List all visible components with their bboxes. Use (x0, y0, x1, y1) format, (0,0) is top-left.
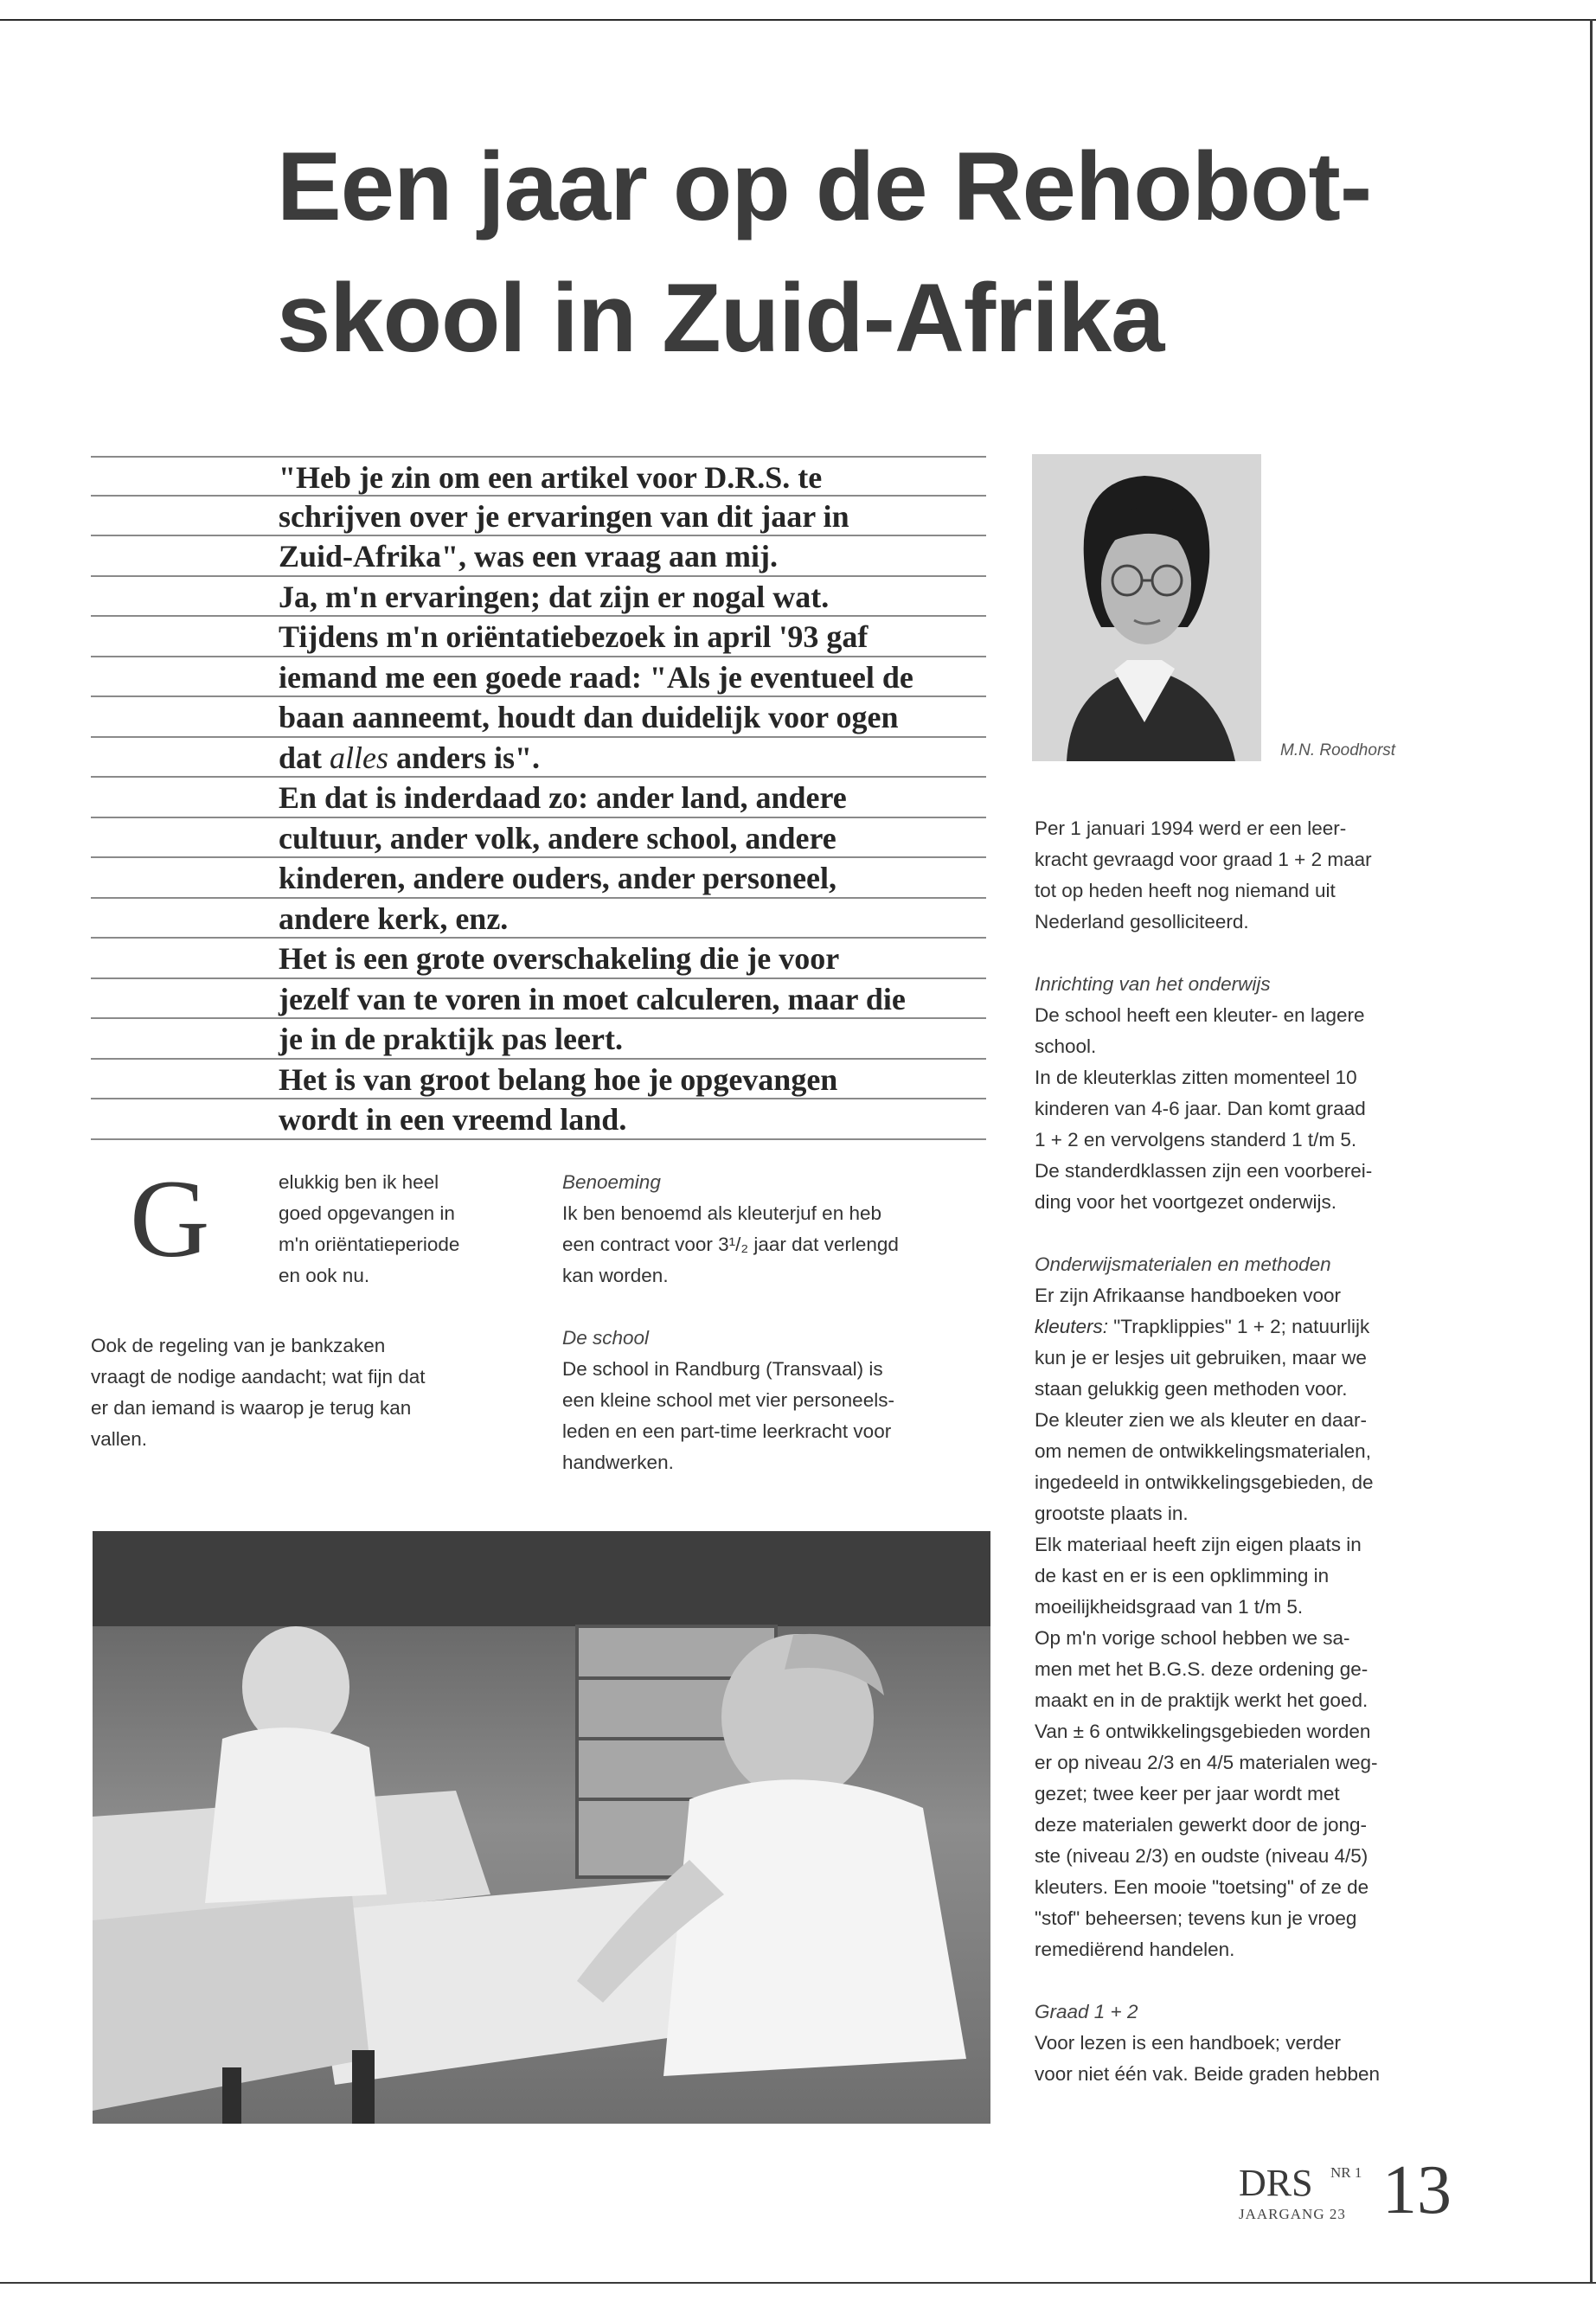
left-column-lead (279, 1167, 517, 1292)
text-line: er dan iemand is waarop je terug kan (91, 1397, 412, 1419)
text-line: school. (1035, 1035, 1097, 1057)
page-right-edge (1590, 19, 1593, 2284)
photo-caption: M.N. Roodhorst (1280, 741, 1396, 760)
intro-line (91, 738, 986, 779)
text-line: grootste plaats in. (1035, 1503, 1189, 1524)
section-heading: Graad 1 + 2 (1035, 2001, 1138, 2022)
text-line: handwerken. (562, 1452, 674, 1473)
text-line: men met het B.G.S. deze ordening ge- (1035, 1658, 1368, 1680)
text-line: kleuters. Een mooie "toetsing" of ze de (1035, 1876, 1369, 1898)
intro-line: kinderen, andere ouders, ander personeel, (91, 858, 986, 899)
intro-line: Tijdens m'n oriëntatiebezoek in april '93 gaf (91, 617, 986, 657)
text-line: gezet; twee keer per jaar wordt met (1035, 1783, 1340, 1804)
intro-line: cultuur, ander volk, andere school, andere (91, 818, 986, 859)
text-line: de kast en er is een opklimming in (1035, 1565, 1330, 1586)
text-line: 1 + 2 en vervolgens standerd 1 t/m 5. (1035, 1129, 1357, 1150)
intro-quote (91, 456, 986, 1140)
text-line: m'n oriëntatieperiode (279, 1234, 460, 1255)
text-line: een contract voor 3¹/₂ jaar dat verlengd (562, 1234, 899, 1255)
intro-text: dat (279, 740, 330, 775)
text-line: ste (niveau 2/3) en oudste (niveau 4/5) (1035, 1845, 1368, 1867)
text-line: De school in Randburg (Transvaal) is (562, 1358, 883, 1380)
page-top-rule (0, 19, 1596, 21)
text-line: kinderen van 4-6 jaar. Dan komt graad (1035, 1098, 1366, 1119)
text-line: kan worden. (562, 1265, 669, 1286)
text-line: De school heeft een kleuter- en lagere (1035, 1004, 1365, 1026)
classroom-photo (93, 1531, 990, 2124)
text-line: Nederland gesolliciteerd. (1035, 911, 1249, 933)
section-heading: Onderwijsmaterialen en methoden (1035, 1253, 1331, 1275)
text-line: elukkig ben ik heel (279, 1171, 439, 1193)
text-line (1035, 1311, 1461, 1343)
inline-emphasis: kleuters: (1035, 1316, 1109, 1337)
text-line: tot op heden heeft nog niemand uit (1035, 880, 1336, 901)
text-line: leden en een part-time leerkracht voor (562, 1420, 892, 1442)
intro-line: En dat is inderdaad zo: ander land, andere (91, 778, 986, 818)
text-line: "stof" beheersen; tevens kun je vroeg (1035, 1907, 1357, 1929)
text-line: staan gelukkig geen methoden voor. (1035, 1378, 1348, 1400)
text-line: kun je er lesjes uit gebruiken, maar we (1035, 1347, 1367, 1368)
drop-cap: G (130, 1157, 210, 1280)
middle-column (562, 1167, 988, 1478)
intro-line: Het is een grote overschakeling die je voor (91, 939, 986, 979)
intro-line: Het is van groot belang hoe je opgevangen (91, 1060, 986, 1100)
intro-line: je in de praktijk pas leert. (91, 1019, 986, 1060)
title-line-1: Een jaar op de Rehobot- (277, 132, 1372, 240)
text-line: moeilijkheidsgraad van 1 t/m 5. (1035, 1596, 1304, 1618)
text-line: voor niet één vak. Beide graden hebben (1035, 2063, 1381, 2085)
intro-line: schrijven over je ervaringen van dit jaar in (91, 497, 986, 537)
text-line: vallen. (91, 1428, 148, 1450)
right-column (1035, 813, 1461, 2090)
text-line: deze materialen gewerkt door de jong- (1035, 1814, 1367, 1836)
text-line: kracht gevraagd voor graad 1 + 2 maar (1035, 849, 1372, 870)
intro-line: andere kerk, enz. (91, 899, 986, 939)
text-line: Ook de regeling van je bankzaken (91, 1335, 386, 1356)
title-line-2: skool in Zuid-Afrika (277, 264, 1164, 372)
text-line: Voor lezen is een handboek; verder (1035, 2032, 1341, 2054)
page-number: 13 (1382, 2152, 1452, 2228)
text-line: er op niveau 2/3 en 4/5 materialen weg- (1035, 1752, 1378, 1773)
intro-line: baan aanneemt, houdt dan duidelijk voor ogen (91, 697, 986, 738)
section-heading: De school (562, 1327, 650, 1349)
text-line: Elk materiaal heeft zijn eigen plaats in (1035, 1534, 1362, 1555)
author-portrait (1032, 454, 1261, 761)
text-line: ingedeeld in ontwikkelingsgebieden, de (1035, 1471, 1374, 1493)
text-line: In de kleuterklas zitten momenteel 10 (1035, 1067, 1357, 1088)
intro-line: wordt in een vreemd land. (91, 1099, 986, 1140)
text-line: en ook nu. (279, 1265, 370, 1286)
text-line: remediërend handelen. (1035, 1939, 1235, 1960)
intro-line: iemand me een goede raad: "Als je eventueel de (91, 657, 986, 698)
text-line: Er zijn Afrikaanse handboeken voor (1035, 1285, 1341, 1306)
page-bottom-edge (0, 2282, 1596, 2284)
section-heading: Benoeming (562, 1171, 661, 1193)
text-line: ding voor het voortgezet onderwijs. (1035, 1191, 1336, 1213)
intro-line: Ja, m'n ervaringen; dat zijn er nogal wat. (91, 577, 986, 618)
text-line: goed opgevangen in (279, 1202, 455, 1224)
text-line: De standerdklassen zijn een voorberei- (1035, 1160, 1373, 1182)
footer-magazine-name: DRS (1239, 2162, 1313, 2204)
text-line: Op m'n vorige school hebben we sa- (1035, 1627, 1350, 1649)
footer-volume: JAARGANG 23 (1239, 2206, 1346, 2222)
intro-line: "Heb je zin om een artikel voor D.R.S. te (91, 456, 986, 497)
intro-text: anders is". (388, 740, 541, 775)
text-line: De kleuter zien we als kleuter en daar- (1035, 1409, 1367, 1431)
text-line: vraagt de nodige aandacht; wat fijn dat (91, 1366, 426, 1388)
intro-line: Zuid-Afrika", was een vraag aan mij. (91, 536, 986, 577)
text-line: om nemen de ontwikkelingsmaterialen, (1035, 1440, 1371, 1462)
text-line: maakt en in de praktijk werkt het goed. (1035, 1689, 1368, 1711)
left-column-body (91, 1330, 516, 1455)
text-span: "Trapklippies" 1 + 2; natuurlijk (1108, 1316, 1370, 1337)
text-line: Ik ben benoemd als kleuterjuf en heb (562, 1202, 881, 1224)
footer-issue: NR 1 (1330, 2164, 1362, 2181)
text-line: een kleine school met vier personeels- (562, 1389, 894, 1411)
section-heading: Inrichting van het onderwijs (1035, 973, 1271, 995)
article-title (277, 121, 1505, 384)
text-line: Van ± 6 ontwikkelingsgebieden worden (1035, 1721, 1371, 1742)
text-line: Per 1 januari 1994 werd er een leer- (1035, 817, 1347, 839)
intro-emphasis: alles (330, 740, 389, 775)
intro-line: jezelf van te voren in moet calculeren, maar die (91, 979, 986, 1020)
